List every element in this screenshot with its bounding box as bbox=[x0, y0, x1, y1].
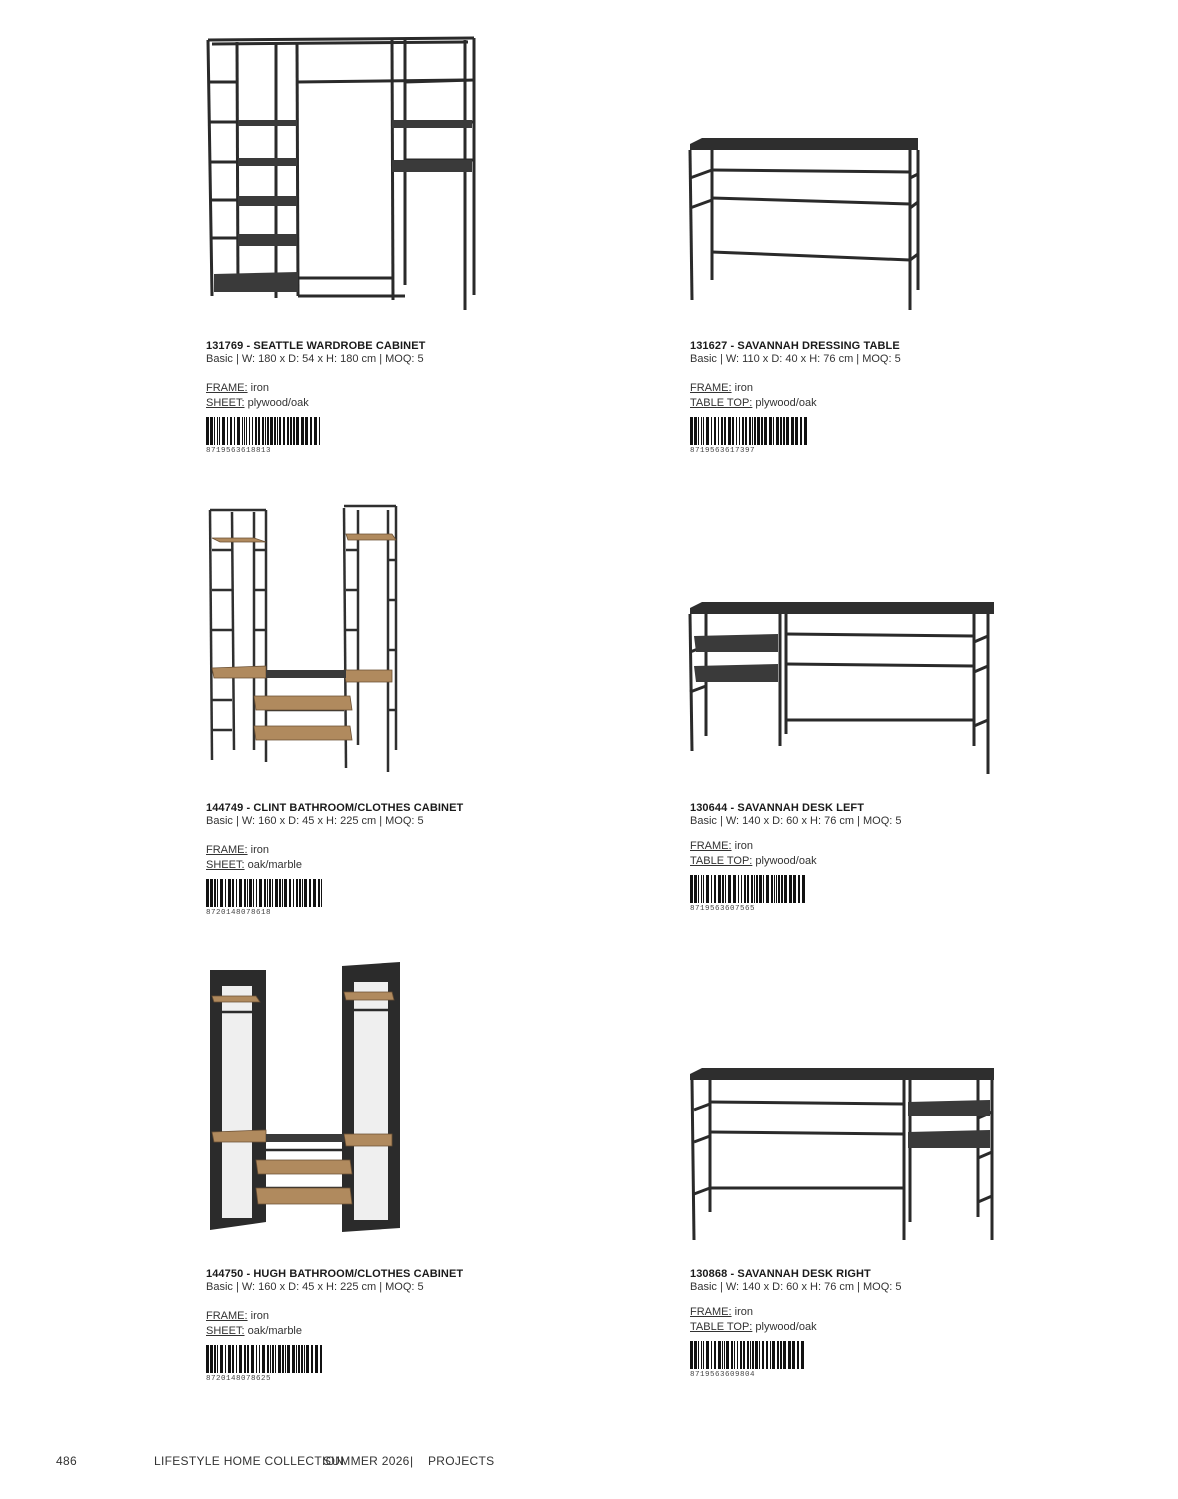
barcode-bar bbox=[698, 417, 699, 445]
barcode-bar bbox=[740, 1341, 742, 1369]
barcode-bar bbox=[318, 879, 320, 907]
barcode-bar bbox=[739, 417, 740, 445]
product-title: 144749 - CLINT BATHROOM/CLOTHES CABINET bbox=[206, 802, 464, 814]
barcode-bar bbox=[278, 1345, 281, 1373]
barcode-bar bbox=[259, 1345, 260, 1373]
material-row bbox=[690, 839, 902, 854]
barcode-bar bbox=[311, 1345, 313, 1373]
barcode-bar bbox=[234, 417, 235, 445]
barcode-bar bbox=[236, 879, 237, 907]
product-info-savannah-desk-right bbox=[690, 1268, 902, 1379]
barcode-bar bbox=[287, 417, 289, 445]
barcode-bar bbox=[220, 1345, 223, 1373]
barcode-bar bbox=[296, 879, 298, 907]
material-value: oak/marble bbox=[247, 1325, 302, 1337]
barcode-bar bbox=[219, 417, 220, 445]
barcode-bar bbox=[721, 417, 723, 445]
barcode-bar bbox=[301, 417, 304, 445]
barcode-bar bbox=[703, 1341, 704, 1369]
barcode-bar bbox=[797, 1341, 799, 1369]
barcode-bar bbox=[802, 875, 805, 903]
barcode-bar bbox=[239, 879, 242, 907]
barcode-bar bbox=[242, 417, 243, 445]
barcode-bar bbox=[210, 879, 213, 907]
barcode-bar bbox=[795, 417, 798, 445]
product-info-seattle-wardrobe bbox=[206, 340, 425, 455]
barcode-bar bbox=[272, 1345, 274, 1373]
barcode-bar bbox=[726, 1341, 729, 1369]
barcode-bar bbox=[793, 875, 796, 903]
barcode-bar bbox=[284, 879, 287, 907]
barcode-bar bbox=[706, 417, 709, 445]
barcode-bar bbox=[757, 417, 760, 445]
barcode-bar bbox=[776, 417, 779, 445]
barcode-image bbox=[206, 879, 324, 907]
ean-code: 8719563607565 bbox=[690, 905, 756, 913]
barcode-bar bbox=[690, 417, 693, 445]
page-number: 486 bbox=[56, 1454, 77, 1468]
product-title: 131627 - SAVANNAH DRESSING TABLE bbox=[690, 340, 900, 352]
footer-collection: LIFESTYLE HOME COLLECTION bbox=[154, 1454, 345, 1468]
barcode-image bbox=[690, 875, 808, 903]
barcode-bar bbox=[777, 1341, 779, 1369]
barcode-bar bbox=[698, 1341, 699, 1369]
footer-separator: | bbox=[410, 1454, 414, 1468]
barcode-bar bbox=[228, 879, 231, 907]
product-info-clint-cabinet bbox=[206, 802, 463, 917]
barcode-bar bbox=[798, 875, 800, 903]
barcode-bar bbox=[296, 1345, 297, 1373]
material-row bbox=[690, 854, 902, 869]
barcode-bar bbox=[759, 875, 762, 903]
barcode-image bbox=[690, 417, 808, 445]
barcode-bar bbox=[206, 417, 209, 445]
barcode-bar bbox=[764, 417, 767, 445]
barcode-bar bbox=[206, 879, 209, 907]
barcode-bar bbox=[783, 417, 785, 445]
product-info-savannah-dressing-table bbox=[690, 340, 901, 455]
product-title: 130868 - SAVANNAH DESK RIGHT bbox=[690, 1268, 871, 1280]
product-image-savannah-desk-left bbox=[682, 596, 1002, 781]
product-spec: Basic | W: 140 x D: 60 x H: 76 cm | MOQ: 5 bbox=[690, 815, 902, 827]
barcode-bar bbox=[745, 417, 747, 445]
barcode-bar bbox=[282, 879, 283, 907]
barcode-bar bbox=[246, 417, 247, 445]
material-value: iron bbox=[250, 382, 269, 394]
barcode-bar bbox=[792, 1341, 795, 1369]
barcode-bar bbox=[751, 875, 753, 903]
barcode-bar bbox=[217, 1345, 218, 1373]
material-key: FRAME: bbox=[206, 382, 248, 394]
barcode-bar bbox=[289, 879, 291, 907]
barcode-bar bbox=[747, 875, 749, 903]
barcode-bar bbox=[718, 1341, 721, 1369]
barcode-bar bbox=[225, 879, 226, 907]
material-row bbox=[206, 858, 463, 873]
material-value: iron bbox=[734, 840, 753, 852]
barcode-bar bbox=[747, 1341, 749, 1369]
barcode-bar bbox=[232, 1345, 234, 1373]
barcode-bar bbox=[293, 417, 295, 445]
material-row bbox=[206, 1324, 463, 1339]
barcode-bar bbox=[262, 1345, 265, 1373]
product-spec: Basic | W: 140 x D: 60 x H: 76 cm | MOQ: 5 bbox=[690, 1281, 902, 1293]
barcode-bar bbox=[690, 875, 693, 903]
barcode-bar bbox=[222, 417, 225, 445]
material-row bbox=[206, 381, 425, 396]
material-value: iron bbox=[250, 1310, 269, 1322]
material-value: plywood/oak bbox=[755, 855, 817, 867]
barcode-bar bbox=[220, 879, 223, 907]
barcode-bar bbox=[698, 875, 699, 903]
barcode-bar bbox=[319, 417, 320, 445]
material-value: iron bbox=[250, 844, 269, 856]
barcode-bar bbox=[744, 875, 746, 903]
barcode-bar bbox=[780, 417, 782, 445]
barcode-bar bbox=[742, 417, 744, 445]
barcode-bar bbox=[763, 875, 764, 903]
barcode-bar bbox=[776, 875, 777, 903]
footer-season: SUMMER 2026 bbox=[323, 1454, 410, 1468]
barcode-bar bbox=[801, 1341, 804, 1369]
product-info-hugh-cabinet bbox=[206, 1268, 463, 1383]
barcode-bar bbox=[773, 417, 774, 445]
barcode-bar bbox=[310, 417, 312, 445]
barcode-bar bbox=[718, 875, 721, 903]
ean-code: 8720148078625 bbox=[206, 1375, 272, 1383]
barcode-bar bbox=[706, 875, 709, 903]
barcode-bar bbox=[217, 417, 218, 445]
barcode-bar bbox=[804, 417, 807, 445]
barcode-bar bbox=[262, 417, 264, 445]
barcode-bar bbox=[714, 875, 716, 903]
barcode-bar bbox=[306, 1345, 309, 1373]
barcode-bar bbox=[267, 417, 269, 445]
barcode-bar bbox=[255, 417, 257, 445]
barcode-bar bbox=[733, 875, 736, 903]
product-spec: Basic | W: 180 x D: 54 x H: 180 cm | MOQ: 5 bbox=[206, 353, 424, 365]
barcode-bar bbox=[762, 1341, 764, 1369]
barcode-bar bbox=[298, 1345, 300, 1373]
barcode-bar bbox=[304, 879, 307, 907]
material-key: SHEET: bbox=[206, 859, 245, 871]
barcode-bar bbox=[737, 1341, 738, 1369]
product-spec: Basic | W: 110 x D: 40 x H: 76 cm | MOQ: 5 bbox=[690, 353, 901, 365]
material-value: plywood/oak bbox=[247, 397, 309, 409]
barcode-bar bbox=[791, 417, 794, 445]
barcode-bar bbox=[784, 875, 787, 903]
barcode-bar bbox=[789, 875, 792, 903]
material-value: plywood/oak bbox=[755, 397, 817, 409]
barcode-bar bbox=[287, 1345, 290, 1373]
barcode-bar bbox=[724, 1341, 725, 1369]
barcode-bar bbox=[788, 1341, 791, 1369]
barcode-bar bbox=[755, 1341, 758, 1369]
barcode-bar bbox=[237, 417, 240, 445]
material-key: SHEET: bbox=[206, 1325, 245, 1337]
product-image-hugh-cabinet bbox=[200, 960, 410, 1240]
barcode-bar bbox=[285, 1345, 286, 1373]
barcode-bar bbox=[766, 1341, 768, 1369]
barcode-bar bbox=[731, 1341, 733, 1369]
barcode-bar bbox=[244, 417, 245, 445]
barcode-bar bbox=[236, 1345, 237, 1373]
barcode-bar bbox=[714, 417, 716, 445]
barcode-bar bbox=[756, 875, 758, 903]
barcode-bar bbox=[703, 875, 704, 903]
barcode-bar bbox=[267, 879, 268, 907]
material-key: FRAME: bbox=[690, 382, 732, 394]
barcode-bar bbox=[304, 1345, 305, 1373]
barcode-bar bbox=[247, 1345, 249, 1373]
barcode-bar bbox=[256, 879, 257, 907]
ean-code: 8720148078618 bbox=[206, 909, 272, 917]
barcode-bar bbox=[239, 1345, 242, 1373]
barcode-bar bbox=[259, 879, 262, 907]
barcode-bar bbox=[701, 875, 702, 903]
barcode-bar bbox=[274, 417, 276, 445]
barcode-bar bbox=[714, 1341, 716, 1369]
material-row bbox=[206, 1309, 463, 1324]
product-info-savannah-desk-left bbox=[690, 802, 902, 913]
barcode-bar bbox=[270, 1345, 271, 1373]
barcode-bar bbox=[734, 1341, 735, 1369]
material-key: FRAME: bbox=[206, 1310, 248, 1322]
material-row bbox=[206, 396, 425, 411]
barcode-bar bbox=[244, 879, 246, 907]
barcode-bar bbox=[786, 417, 789, 445]
barcode-bar bbox=[743, 1341, 745, 1369]
barcode-bar bbox=[761, 417, 763, 445]
product-spec: Basic | W: 160 x D: 45 x H: 225 cm | MOQ: 5 bbox=[206, 815, 424, 827]
material-key: FRAME: bbox=[206, 844, 248, 856]
barcode-bar bbox=[309, 879, 311, 907]
barcode-image bbox=[690, 1341, 808, 1369]
barcode-bar bbox=[267, 1345, 269, 1373]
barcode-bar bbox=[320, 1345, 322, 1373]
material-key: TABLE TOP: bbox=[690, 397, 753, 409]
product-image-savannah-desk-right bbox=[682, 1062, 1002, 1247]
barcode-bar bbox=[210, 1345, 213, 1373]
product-spec: Basic | W: 160 x D: 45 x H: 225 cm | MOQ: 5 bbox=[206, 1281, 424, 1293]
barcode-bar bbox=[227, 417, 228, 445]
barcode-bar bbox=[732, 417, 734, 445]
ean-code: 8719563618813 bbox=[206, 447, 272, 455]
barcode-bar bbox=[214, 879, 216, 907]
barcode-bar bbox=[206, 1345, 209, 1373]
barcode-bar bbox=[290, 417, 292, 445]
material-row bbox=[690, 1320, 902, 1335]
barcode-bar bbox=[690, 1341, 693, 1369]
material-key: SHEET: bbox=[206, 397, 245, 409]
barcode-bar bbox=[214, 417, 215, 445]
barcode-bar bbox=[780, 1341, 782, 1369]
barcode-bar bbox=[315, 1345, 318, 1373]
material-key: TABLE TOP: bbox=[690, 855, 753, 867]
material-value: iron bbox=[734, 1306, 753, 1318]
material-row bbox=[690, 381, 901, 396]
barcode-image bbox=[206, 417, 324, 445]
material-key: FRAME: bbox=[690, 840, 732, 852]
barcode-bar bbox=[296, 417, 299, 445]
barcode-bar bbox=[750, 1341, 751, 1369]
product-image-seattle-wardrobe bbox=[200, 30, 485, 320]
barcode-bar bbox=[770, 1341, 771, 1369]
barcode-bar bbox=[277, 417, 278, 445]
barcode-bar bbox=[711, 417, 712, 445]
barcode-bar bbox=[771, 875, 773, 903]
barcode-bar bbox=[230, 417, 232, 445]
barcode-bar bbox=[275, 1345, 276, 1373]
barcode-bar bbox=[258, 417, 260, 445]
material-value: oak/marble bbox=[247, 859, 302, 871]
barcode-bar bbox=[249, 417, 250, 445]
barcode-bar bbox=[783, 1341, 786, 1369]
barcode-bar bbox=[251, 1345, 254, 1373]
barcode-bar bbox=[275, 879, 278, 907]
barcode-bar bbox=[736, 417, 737, 445]
barcode-bar bbox=[314, 417, 317, 445]
material-value: plywood/oak bbox=[755, 1321, 817, 1333]
barcode-bar bbox=[228, 1345, 231, 1373]
ean-code: 8719563617397 bbox=[690, 447, 756, 455]
barcode-bar bbox=[711, 875, 712, 903]
barcode-bar bbox=[694, 417, 697, 445]
barcode-bar bbox=[283, 417, 285, 445]
product-title: 131769 - SEATTLE WARDROBE CABINET bbox=[206, 340, 426, 352]
barcode-bar bbox=[722, 875, 724, 903]
barcode-bar bbox=[725, 875, 726, 903]
barcode-bar bbox=[769, 417, 772, 445]
barcode-bar bbox=[299, 879, 301, 907]
barcode-bar bbox=[754, 417, 756, 445]
barcode-bar bbox=[225, 1345, 226, 1373]
barcode-bar bbox=[305, 417, 308, 445]
material-row bbox=[690, 1305, 902, 1320]
barcode-bar bbox=[279, 879, 281, 907]
barcode-bar bbox=[293, 879, 294, 907]
barcode-bar bbox=[253, 879, 254, 907]
product-image-clint-cabinet bbox=[200, 500, 405, 780]
material-value: iron bbox=[734, 382, 753, 394]
barcode-bar bbox=[781, 875, 783, 903]
barcode-bar bbox=[703, 417, 704, 445]
barcode-bar bbox=[301, 1345, 303, 1373]
barcode-bar bbox=[282, 1345, 284, 1373]
barcode-bar bbox=[272, 879, 273, 907]
material-row bbox=[206, 843, 463, 858]
barcode-bar bbox=[210, 417, 213, 445]
product-title: 144750 - HUGH BATHROOM/CLOTHES CABINET bbox=[206, 1268, 464, 1280]
barcode-bar bbox=[718, 417, 719, 445]
barcode-bar bbox=[752, 417, 753, 445]
product-title: 130644 - SAVANNAH DESK LEFT bbox=[690, 802, 865, 814]
barcode-image bbox=[206, 1345, 324, 1373]
barcode-bar bbox=[701, 417, 702, 445]
barcode-bar bbox=[772, 1341, 775, 1369]
barcode-bar bbox=[249, 879, 252, 907]
barcode-bar bbox=[244, 1345, 246, 1373]
material-row bbox=[690, 396, 901, 411]
barcode-bar bbox=[711, 1341, 712, 1369]
barcode-bar bbox=[247, 879, 248, 907]
barcode-bar bbox=[252, 417, 253, 445]
barcode-bar bbox=[728, 875, 731, 903]
barcode-bar bbox=[754, 875, 755, 903]
barcode-bar bbox=[724, 417, 726, 445]
barcode-bar bbox=[217, 879, 218, 907]
barcode-bar bbox=[738, 875, 739, 903]
material-key: TABLE TOP: bbox=[690, 1321, 753, 1333]
barcode-bar bbox=[232, 879, 234, 907]
barcode-bar bbox=[694, 1341, 697, 1369]
barcode-bar bbox=[302, 879, 303, 907]
barcode-bar bbox=[292, 1345, 295, 1373]
barcode-bar bbox=[694, 875, 697, 903]
barcode-bar bbox=[256, 1345, 257, 1373]
barcode-bar bbox=[722, 1341, 723, 1369]
barcode-bar bbox=[264, 879, 266, 907]
barcode-bar bbox=[706, 1341, 709, 1369]
barcode-bar bbox=[800, 417, 802, 445]
barcode-bar bbox=[728, 417, 731, 445]
barcode-bar bbox=[321, 879, 322, 907]
barcode-bar bbox=[741, 875, 742, 903]
barcode-bar bbox=[749, 417, 751, 445]
barcode-bar bbox=[774, 875, 775, 903]
barcode-bar bbox=[269, 879, 271, 907]
product-image-savannah-dressing-table bbox=[682, 130, 927, 315]
barcode-bar bbox=[701, 1341, 702, 1369]
barcode-bar bbox=[766, 875, 769, 903]
footer-section: PROJECTS bbox=[428, 1454, 495, 1468]
barcode-bar bbox=[214, 1345, 216, 1373]
ean-code: 8719563609804 bbox=[690, 1371, 756, 1379]
barcode-bar bbox=[313, 879, 316, 907]
barcode-bar bbox=[752, 1341, 754, 1369]
barcode-bar bbox=[270, 417, 273, 445]
material-key: FRAME: bbox=[690, 1306, 732, 1318]
barcode-bar bbox=[778, 875, 780, 903]
barcode-bar bbox=[759, 1341, 760, 1369]
barcode-bar bbox=[265, 417, 266, 445]
barcode-bar bbox=[279, 417, 281, 445]
